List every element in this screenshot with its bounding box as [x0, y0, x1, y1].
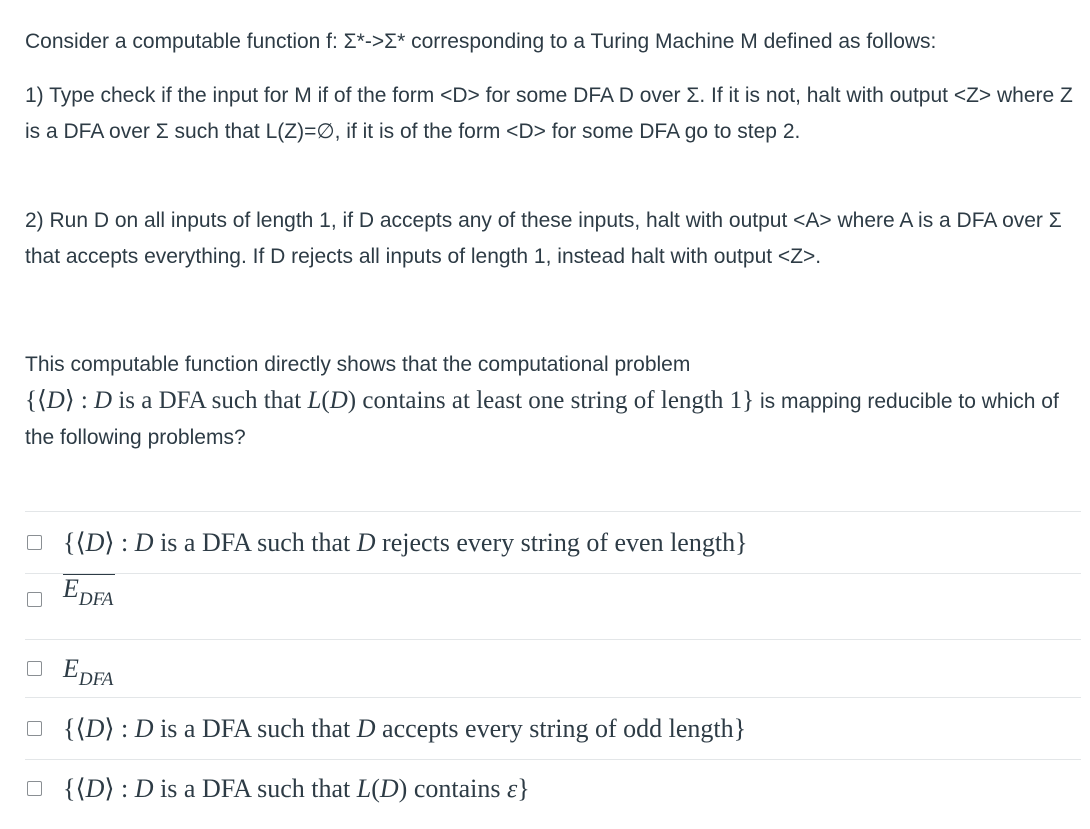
- stem-math-problem: {⟨D⟩ : D is a DFA such that L(D) contains at least one string of length 1}: [25, 387, 755, 414]
- answer-checkbox[interactable]: [27, 661, 42, 676]
- answer-label-edfa: $E_{DFA}$: [63, 653, 114, 690]
- answer-checkbox[interactable]: [27, 721, 42, 736]
- stem-text-after: is mapping reducible to which of the following problems?: [25, 390, 1059, 449]
- question-stem: [25, 347, 1080, 456]
- answer-label: {⟨D⟩ : D is a DFA such that D accepts every string of odd length}: [63, 713, 747, 743]
- answer-list: [25, 511, 1081, 817]
- answer-checkbox[interactable]: [27, 535, 42, 550]
- answer-option-2[interactable]: [25, 573, 1081, 639]
- answer-checkbox[interactable]: [27, 592, 42, 607]
- answer-option-5[interactable]: [25, 759, 1081, 817]
- question-intro: Consider a computable function f: Σ*->Σ* corresponding to a Turing Machine M defined as follows:: [25, 30, 937, 53]
- answer-option-4[interactable]: [25, 697, 1081, 759]
- answer-option-1[interactable]: [25, 511, 1081, 573]
- answer-label: {⟨D⟩ : D is a DFA such that L(D) contains ε}: [63, 773, 530, 803]
- question-step-2: 2) Run D on all inputs of length 1, if D accepts any of these inputs, halt with output <A> where A is a DFA over Σ that accepts everything. If D rejects all inputs of length 1, instead halt with output <Z>.: [25, 209, 1062, 268]
- stem-text-before: This computable function directly shows that the computational problem: [25, 353, 691, 376]
- complement-overline: [63, 574, 115, 575]
- answer-option-3[interactable]: [25, 639, 1081, 697]
- answer-label-complement-edfa: $E_{DFA}$: [63, 574, 114, 610]
- answer-checkbox[interactable]: [27, 781, 42, 796]
- question-step-1: 1) Type check if the input for M if of the form <D> for some DFA D over Σ. If it is not, halt with output <Z> where Z is a DFA over Σ such that L(Z)=∅, if it is of the form <D> for some DFA go to step 2.: [25, 84, 1073, 143]
- answer-label: {⟨D⟩ : D is a DFA such that D rejects every string of even length}: [63, 527, 748, 557]
